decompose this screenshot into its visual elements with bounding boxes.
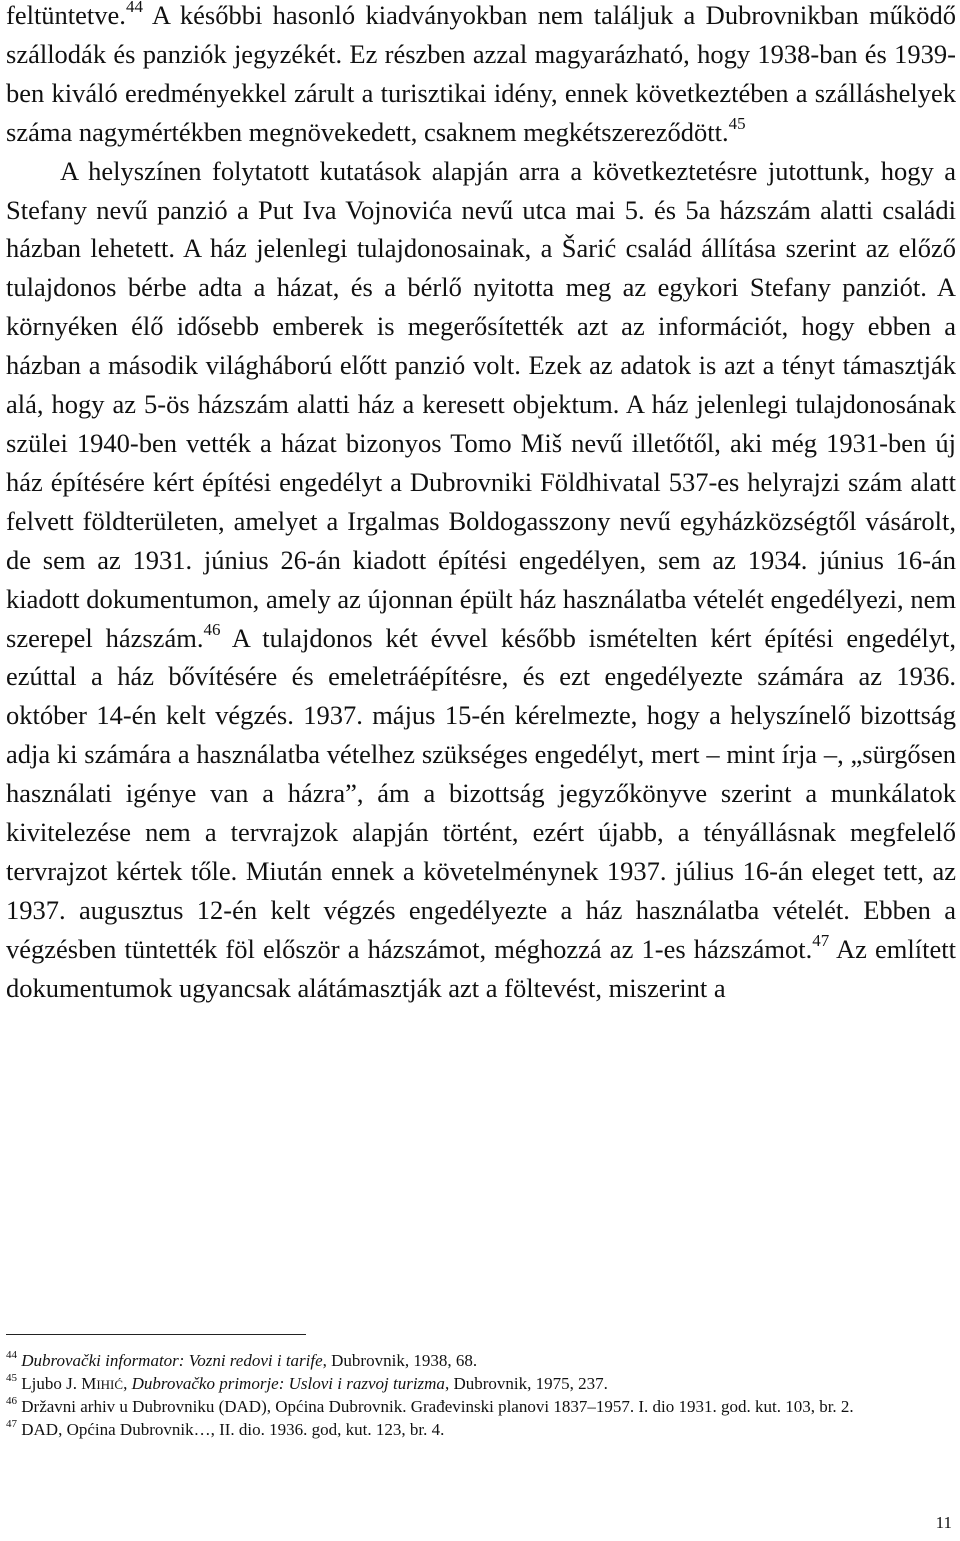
footnote-text: Državni arhiv u Dubrovniku (DAD), Općina Dubrovnik. Građevinski planovi 1837–1957. I. dio 1931. god. kut. 103, br. 2.	[17, 1397, 854, 1416]
footnote-separator-text: ,	[123, 1373, 132, 1393]
paragraph-2-text-a: A helyszínen folytatott kutatások alapján arra a következtetésre jutottunk, hogy a Stefany nevű panzió a Put Iva Vojnovića nevű utca mai 5. és 5a házszám alatti családi házban lehetett. A ház jelenlegi tulajdonosainak, a Šarić család állítása szerint az előző tulajdonos bérbe adta a házat, és a bérlő nyitotta meg az egykori Stefany panziót. A környéken élő idősebb emberek is megerősítették azt az információt, hogy ebben a házban a második világháború előtt panzió volt. Ezek az adatok is azt a tényt támasztják alá, hogy az 5-ös házszám alatti ház a keresett objektum. A ház jelenlegi tulajdonosának szülei 1940-ben vették a házat bizonyos Tomo Miš nevű illetőtől, aki még 1931-ben új ház építésére kért építési engedélyt a Dubrovniki Földhivatal 537-es helyrajzi szám alatt felvett földterületen, amelyet a Irgalmas Boldogasszony nevű egyházközségtől vásárolt, de sem az 1931. június 26-án kiadott építési engedélyen, sem az 1934. június 16-án kiadott dokumentumon, amely az újonnan épült ház használatba vételét engedélyezi, nem szerepel házszám.	[6, 155, 956, 653]
footnote-number: 47	[6, 1417, 17, 1430]
page-number: 11	[935, 1513, 952, 1532]
paragraph-1	[6, 0, 956, 152]
footnote-title: Dubrovačko primorje: Uslovi i razvoj turizma	[131, 1373, 445, 1393]
footnote-44	[6, 1350, 936, 1373]
footnote-ref-44[interactable]: 44	[125, 0, 143, 17]
footnote-separator	[6, 1334, 306, 1335]
footnote-number: 45	[6, 1371, 17, 1384]
footnotes	[6, 1350, 936, 1441]
footnote-number: 44	[6, 1349, 17, 1362]
footnote-ref-45[interactable]: 45	[728, 113, 746, 133]
footnote-title: Dubrovački informator: Vozni redovi i tarife	[21, 1351, 323, 1370]
footnote-number: 46	[6, 1395, 17, 1408]
footnote-45	[6, 1373, 936, 1397]
paragraph-2-text-c: Az említett dokumentumok ugyancsak alátámasztják azt a föltevést, miszerint a	[6, 933, 956, 1003]
footnote-ref-46[interactable]: 46	[203, 619, 221, 639]
paragraph-1-text-b: A későbbi hasonló kiadványokban nem találjuk a Dubrovnikban működő szállodák és panziók jegyzékét. Ez részben azzal magyarázható, hogy 1938-ban és 1939-ben kiváló eredményekkel zárult a turisztikai idény, ennek következtében a szálláshelyek száma nagymértékben megnövekedett, csaknem megkétszereződött.	[6, 0, 956, 147]
paragraph-2	[6, 152, 956, 1008]
footnote-46	[6, 1396, 936, 1419]
footnote-text: , Dubrovnik, 1975, 237.	[444, 1373, 608, 1393]
footnote-author-smallcaps: IHIĆ	[96, 1376, 124, 1392]
footnote-author: Ljubo J. M	[17, 1373, 97, 1393]
footnote-ref-47[interactable]: 47	[812, 930, 830, 950]
paragraph-1-text-a: feltüntetve.	[6, 0, 126, 30]
body-text	[6, 0, 956, 1008]
paragraph-2-text-b: A tulajdonos két évvel később ismételten kért építési engedélyt, ezúttal a ház bővítésére és emeletráépítésre, és ezt engedélyezte számára az 1936. október 14-én kelt végzés. 1937. május 15-én kérelmezte, hogy a helyszínelő bizottság adja ki számára a használatba vételhez szükséges engedélyt, mert – mint írja –, „sürgősen használati igénye van a házra”, ám a bizottság jegyzőkönyve szerint a munkálatok kivitelezése nem a tervrajzok alapján történt, ezért újabb, a tényállásnak megfelelő tervrajzot kértek tőle. Miután ennek a követelménynek 1937. július 16-án eleget tett, az 1937. augusztus 12-én kelt végzés engedélyezte a ház használatba vételét. Ebben a végzésben tüntették föl először a házszámot, méghozzá az 1-es házszámot.	[6, 622, 956, 964]
footnote-47	[6, 1419, 936, 1442]
footnote-text: , Dubrovnik, 1938, 68.	[322, 1351, 478, 1370]
footnote-text: DAD, Općina Dubrovnik…, II. dio. 1936. god, kut. 123, br. 4.	[17, 1419, 445, 1439]
